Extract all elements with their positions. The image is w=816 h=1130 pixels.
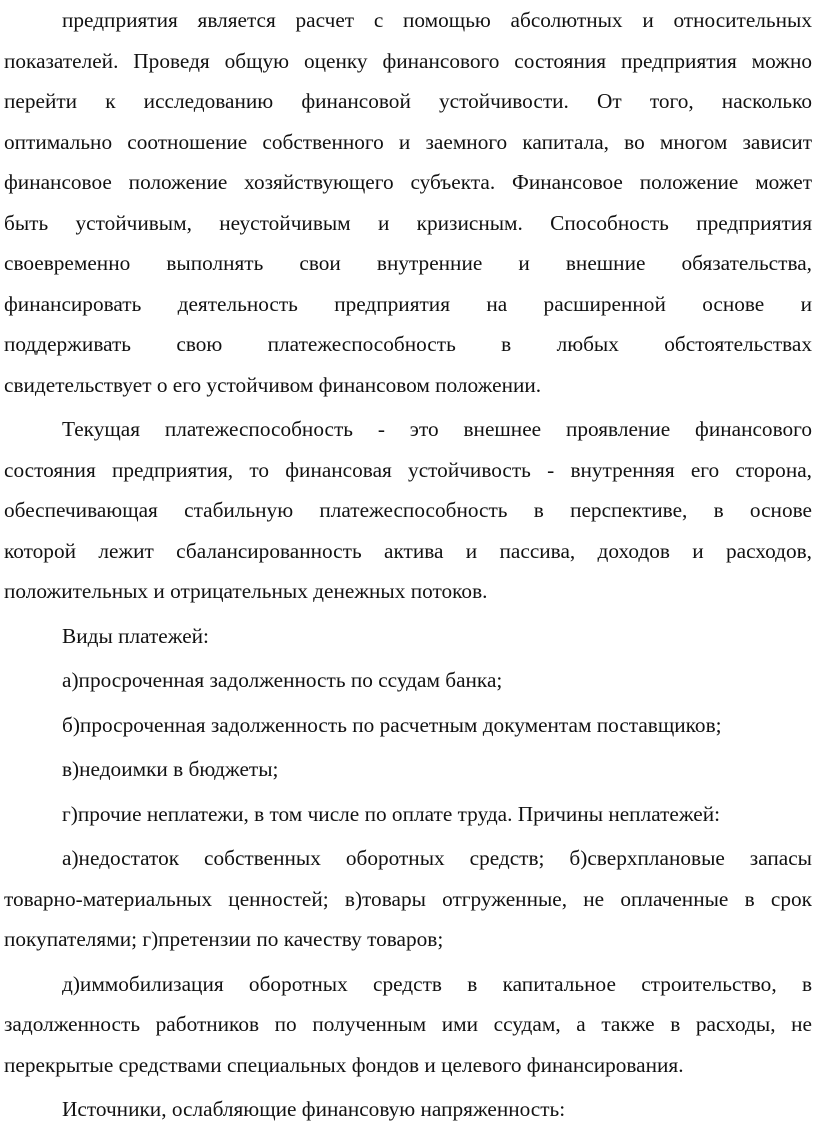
text-line: поддерживать свою платежеспособность в любых обстоятельствах xyxy=(4,332,812,356)
text-line: Виды платежей: xyxy=(62,623,209,648)
text-line: товарно-материальных ценностей; в)товары отгруженные, не оплаченные в срок xyxy=(4,886,812,911)
paragraph xyxy=(4,1089,812,1130)
text-line: предприятия является расчет с помощью абсолютных и относительных xyxy=(62,8,812,32)
text-line: показателей. Проведя общую оценку финансового состояния предприятия можно xyxy=(4,48,812,73)
text-line: Текущая платежеспособность - это внешнее проявление финансового xyxy=(62,417,812,441)
text-line: а)недостаток собственных оборотных средств; б)сверхплановые запасы xyxy=(62,846,812,870)
paragraph xyxy=(4,749,812,790)
paragraph xyxy=(4,409,812,612)
paragraph xyxy=(4,660,812,701)
text-line: г)прочие неплатежи, в том числе по оплате труда. Причины неплатежей: xyxy=(62,801,721,826)
text-line: финансовое положение хозяйствующего субъекта. Финансовое положение может xyxy=(4,170,812,194)
text-line: задолженность работников по полученным ими ссудам, а также в расходы, не xyxy=(4,1012,812,1036)
text-line: Источники, ослабляющие финансовую напряженность: xyxy=(62,1097,566,1121)
text-line: свидетельствует о его устойчивом финансовом положении. xyxy=(4,372,542,397)
text-line: в)недоимки в бюджеты; xyxy=(62,757,279,781)
text-line: своевременно выполнять свои внутренние и внешние обязательства, xyxy=(4,251,812,275)
text-line: а)просроченная задолженность по ссудам банка; xyxy=(62,668,503,692)
text-line: покупателями; г)претензии по качеству товаров; xyxy=(4,927,444,951)
text-line: д)иммобилизация оборотных средств в капитальное строительство, в xyxy=(62,971,812,996)
text-line: перекрытые средствами специальных фондов и целевого финансирования. xyxy=(4,1052,684,1077)
text-line: перейти к исследованию финансовой устойчивости. От того, насколько xyxy=(4,89,812,113)
text-line: состояния предприятия, то финансовая устойчивость - внутренняя его сторона, xyxy=(4,457,812,482)
text-line: положительных и отрицательных денежных потоков. xyxy=(4,579,488,603)
text-line: оптимально соотношение собственного и заемного капитала, во многом зависит xyxy=(4,129,812,154)
paragraph xyxy=(4,794,812,835)
text-line: б)просроченная задолженность по расчетным документам поставщиков; xyxy=(62,712,722,737)
paragraph xyxy=(4,705,812,746)
document-page xyxy=(4,0,812,1130)
paragraph xyxy=(4,616,812,657)
paragraph xyxy=(4,0,812,405)
text-line: финансировать деятельность предприятия на расширенной основе и xyxy=(4,291,812,316)
text-line: которой лежит сбалансированность актива и пассива, доходов и расходов, xyxy=(4,538,812,563)
paragraph xyxy=(4,964,812,1086)
text-line: обеспечивающая стабильную платежеспособность в перспективе, в основе xyxy=(4,498,812,522)
text-line: быть устойчивым, неустойчивым и кризисным. Способность предприятия xyxy=(4,210,812,235)
paragraph xyxy=(4,838,812,960)
